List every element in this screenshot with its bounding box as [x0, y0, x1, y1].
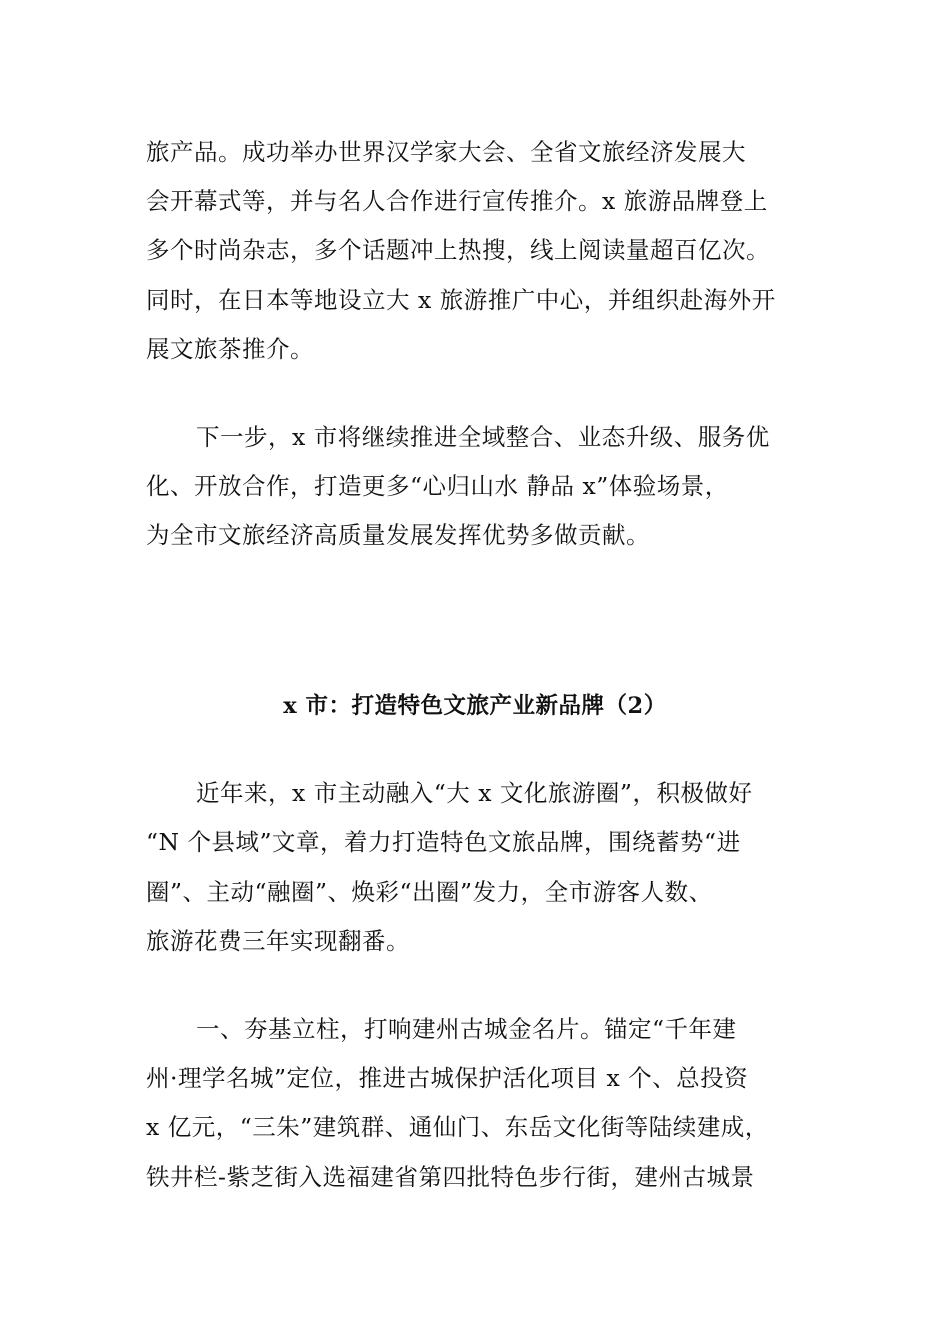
paragraph-line: x 亿元，“三朱”建筑群、通仙门、东岳文化街等陆续建成， — [146, 1113, 769, 1141]
paragraph-line: “N 个县域”文章，着力打造特色文旅品牌，围绕蓄势“进 — [146, 828, 741, 856]
paragraph-line: 下一步，x 市将继续推进全域整合、业态升级、服务优 — [196, 423, 770, 451]
paragraph-line: 旅游花费三年实现翻番。 — [146, 927, 410, 955]
paragraph-line: 同时，在日本等地设立大 x 旅游推广中心，并组织赴海外开 — [146, 286, 776, 314]
section-heading: x 市：打造特色文旅产业新品牌（2） — [283, 693, 667, 719]
paragraph-line: 多个时尚杂志，多个话题冲上热搜，线上阅读量超百亿次。 — [146, 236, 770, 264]
paragraph-line: 展文旅茶推介。 — [146, 335, 314, 363]
paragraph-line: 一、夯基立柱，打响建州古城金名片。锚定“千年建 — [196, 1015, 737, 1043]
paragraph-line: 近年来，x 市主动融入“大 x 文化旅游圈”，积极做好 — [196, 779, 753, 807]
paragraph-line: 州·理学名城”定位，推进古城保护活化项目 x 个、总投资 — [146, 1064, 749, 1092]
paragraph-line: 会开幕式等，并与名人合作进行宣传推介。x 旅游品牌登上 — [146, 187, 768, 215]
paragraph-line: 圈”、主动“融圈”、焕彩“出圈”发力，全市游客人数、 — [146, 878, 713, 906]
paragraph-line: 旅产品。成功举办世界汉学家大会、全省文旅经济发展大 — [146, 138, 746, 166]
paragraph-line: 为全市文旅经济高质量发展发挥优势多做贡献。 — [146, 521, 650, 549]
paragraph-line: 铁井栏-紫芝街入选福建省第四批特色步行街，建州古城景 — [146, 1163, 755, 1191]
paragraph-line: 化、开放合作，打造更多“心归山水 静品 x”体验场景， — [146, 472, 729, 500]
